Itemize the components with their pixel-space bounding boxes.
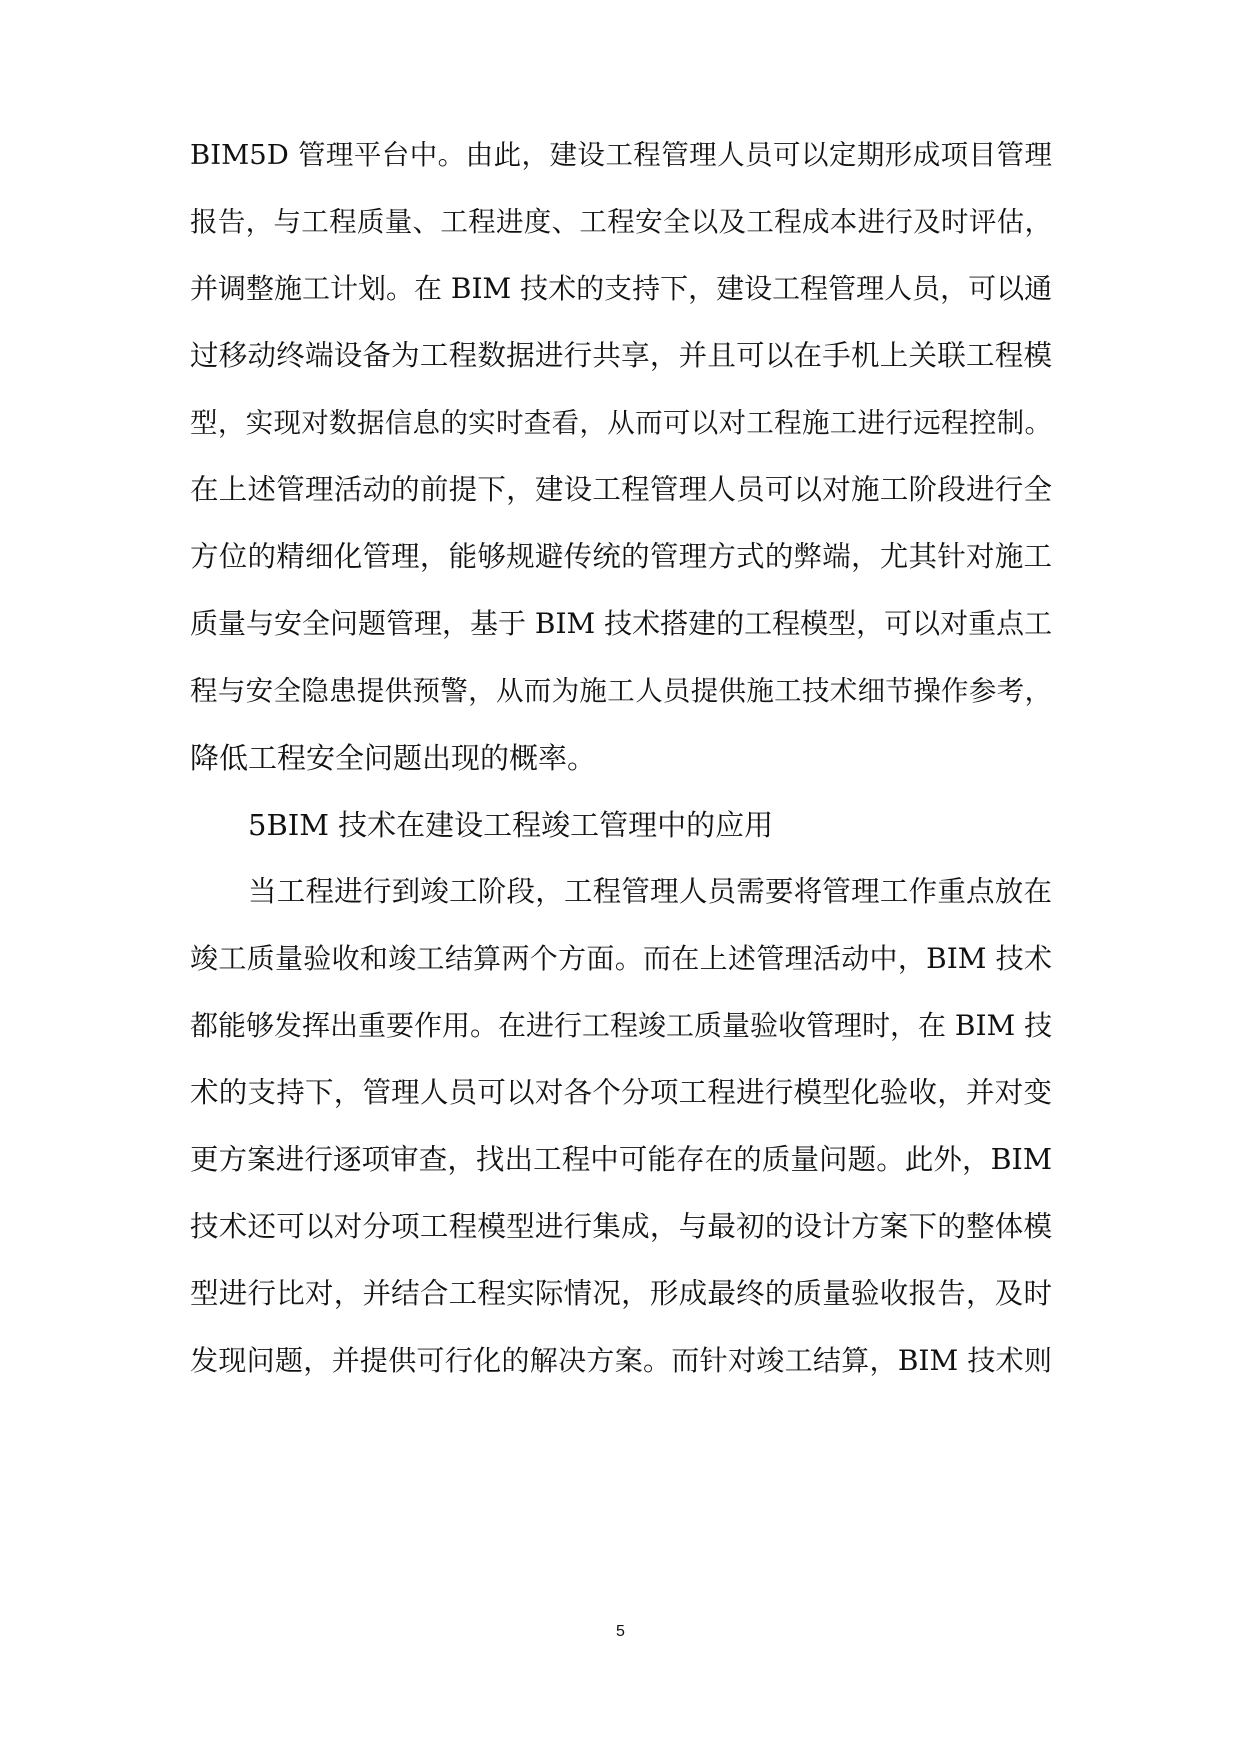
- paragraph-line: 竣工质量验收和竣工结算两个方面。而在上述管理活动中，BIM 技术: [190, 942, 1052, 975]
- section-heading: 5BIM 技术在建设工程竣工管理中的应用: [248, 808, 774, 842]
- paragraph-line: 当工程进行到竣工阶段，工程管理人员需要将管理工作重点放在: [248, 875, 1052, 908]
- paragraph-line: 型进行比对，并结合工程实际情况，形成最终的质量验收报告，及时: [190, 1277, 1052, 1310]
- paragraph-line: 在上述管理活动的前提下，建设工程管理人员可以对施工阶段进行全: [190, 473, 1052, 506]
- paragraph-line: 型，实现对数据信息的实时查看，从而可以对工程施工进行远程控制。: [190, 407, 1052, 439]
- paragraph-line: 降低工程安全问题出现的概率。: [190, 741, 597, 775]
- paragraph-line: 并调整施工计划。在 BIM 技术的支持下，建设工程管理人员，可以通: [190, 272, 1053, 305]
- paragraph-line: 术的支持下，管理人员可以对各个分项工程进行模型化验收，并对变: [190, 1076, 1052, 1109]
- paragraph-line: BIM5D 管理平台中。由此，建设工程管理人员可以定期形成项目管理: [190, 139, 1052, 171]
- page-number: 5: [616, 1623, 625, 1640]
- paragraph-line: 过移动终端设备为工程数据进行共享，并且可以在手机上关联工程模: [190, 339, 1052, 372]
- paragraph-line: 发现问题，并提供可行化的解决方案。而针对竣工结算，BIM 技术则: [190, 1344, 1052, 1377]
- paragraph-line: 程与安全隐患提供预警，从而为施工人员提供施工技术细节操作参考，: [190, 675, 1052, 707]
- paragraph-line: 更方案进行逐项审查，找出工程中可能存在的质量问题。此外，BIM: [190, 1143, 1052, 1176]
- paragraph-line: 方位的精细化管理，能够规避传统的管理方式的弊端，尤其针对施工: [190, 540, 1052, 573]
- paragraph-line: 都能够发挥出重要作用。在进行工程竣工质量验收管理时，在 BIM 技: [190, 1009, 1053, 1042]
- paragraph-line: 报告，与工程质量、工程进度、工程安全以及工程成本进行及时评估，: [190, 206, 1052, 238]
- paragraph-line: 技术还可以对分项工程模型进行集成，与最初的设计方案下的整体模: [190, 1210, 1052, 1243]
- paragraph-line: 质量与安全问题管理，基于 BIM 技术搭建的工程模型，可以对重点工: [190, 607, 1053, 640]
